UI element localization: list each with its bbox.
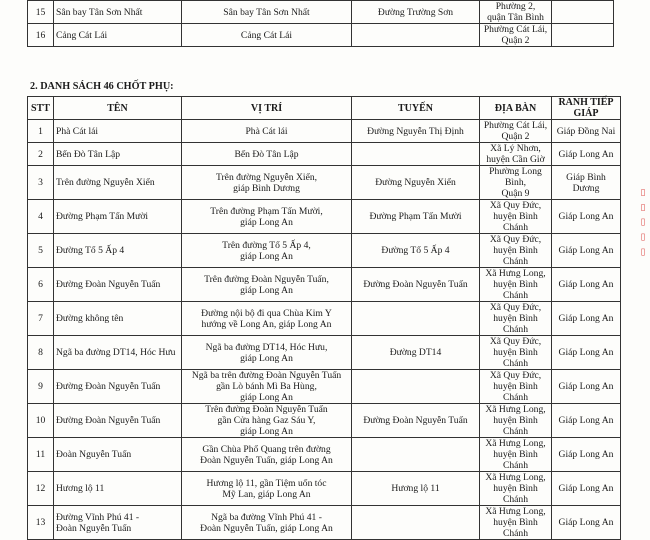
cell-area: [480, 143, 552, 166]
cell-stt: 12: [28, 472, 54, 506]
cell-name-line: Phà Cát lái: [56, 125, 99, 137]
header-area: ĐỊA BÀN: [480, 97, 552, 120]
cell-name: [54, 234, 182, 268]
table-row: [28, 302, 621, 336]
cell-area-line: huyện Bình Chánh: [493, 211, 538, 233]
cell-area-line: Phường Cát Lái,: [483, 24, 548, 35]
cell-stt: 11: [28, 438, 54, 472]
cell-area-line: Phường 2,: [495, 1, 536, 12]
cell-route: Hương lộ 11: [352, 472, 480, 506]
cell-location-line: Trên đường Đoàn Nguyễn Tuấn,: [204, 273, 329, 285]
cell-location: [182, 120, 352, 143]
table-row: [28, 24, 614, 47]
cell-name: Sân bay Tân Sơn Nhất: [54, 1, 182, 24]
cell-location: [182, 166, 352, 200]
cell-border: [552, 1, 614, 24]
cell-name-line: Đường Đoàn Nguyễn Tuấn: [56, 279, 161, 290]
cell-stt: 13: [28, 506, 54, 540]
table-row: [28, 200, 621, 234]
cell-location-line: Hương lộ 11, gần Tiệm uốn tóc: [206, 477, 327, 489]
cell-area-line: Quận 2: [501, 131, 530, 142]
main-checkpoint-table-continued: [27, 0, 614, 47]
header-border: RANH TIẾP GIÁP: [552, 97, 621, 120]
table-row: [28, 438, 621, 472]
cell-location-line: Bến Đò Tân Lập: [234, 148, 299, 160]
cell-route: [352, 302, 480, 336]
cell-location: [182, 143, 352, 166]
table-row: [28, 143, 621, 166]
section-title: 2. DANH SÁCH 46 CHỐT PHỤ:: [30, 81, 174, 92]
cell-area: [480, 166, 552, 200]
table-row: [28, 472, 621, 506]
table-row: [28, 166, 621, 200]
cell-stt: 4: [28, 200, 54, 234]
cell-location: [182, 506, 352, 540]
cell-stt: 7: [28, 302, 54, 336]
cell-route: Đường Tổ 5 Ấp 4: [352, 234, 480, 268]
cell-location: [182, 200, 352, 234]
table-row: [28, 120, 621, 143]
header-route: TUYẾN: [352, 97, 480, 120]
cell-location-line: Đường nội bộ đi qua Chùa Kim Y: [201, 307, 332, 319]
cell-location-line: Ngã ba trên đường Đoàn Nguyễn Tuấn: [191, 370, 342, 381]
cell-location-line: gần Cửa hàng Gaz Sáu Y,: [217, 415, 316, 426]
cell-location-line: Ngã ba đường Vĩnh Phú 41 -: [211, 511, 322, 523]
cell-stt: 3: [28, 166, 54, 200]
cell-border: Giáp Long An: [552, 200, 621, 234]
cell-route: [352, 24, 480, 47]
cell-border: Giáp Long An: [552, 234, 621, 268]
table-row: [28, 268, 621, 302]
cell-location-line: giáp Long An: [240, 426, 293, 437]
cell-route: Đường Phạm Tấn Mười: [352, 200, 480, 234]
cell-area: [480, 506, 552, 540]
cell-route: [352, 143, 480, 166]
cell-area-line: Xã Hưng Long,: [485, 472, 546, 483]
cell-area-line: Quận 2: [501, 35, 530, 46]
cell-area-line: Phường Cát Lái,: [483, 120, 548, 131]
cell-area-line: Xã Quy Đức,: [489, 336, 542, 347]
cell-area-line: Xã Quy Đức,: [489, 234, 542, 245]
cell-name-line: Hương lộ 11: [56, 483, 105, 494]
cell-area-line: quận Tân Bình: [487, 12, 544, 23]
cell-area-line: Quận 9: [501, 188, 530, 199]
cell-border: Giáp Long An: [552, 438, 621, 472]
cell-border: Giáp Long An: [552, 143, 621, 166]
cell-area-line: huyện Bình Chánh: [493, 347, 538, 369]
cell-location: [182, 302, 352, 336]
cell-border: Giáp Long An: [552, 404, 621, 438]
cell-stt: 10: [28, 404, 54, 438]
cell-name-line: Đường Vĩnh Phú 41 -: [56, 511, 140, 523]
cell-area-line: huyện Bình Chánh: [493, 517, 538, 539]
cell-name: [54, 302, 182, 336]
cell-area: [480, 438, 552, 472]
cell-location-line: Mỹ Lan, giáp Long An: [222, 488, 311, 500]
cell-stt: 2: [28, 143, 54, 166]
cell-area-line: huyện Bình Chánh: [493, 279, 538, 301]
cell-location: Cảng Cát Lái: [182, 24, 352, 47]
table-header-row: [28, 97, 621, 120]
cell-area-line: huyện Bình Chánh: [493, 313, 538, 335]
cell-location-line: Đoàn Nguyễn Tuấn, giáp Long An: [200, 522, 333, 534]
cell-name-line: Đoàn Nguyễn Tuấn: [56, 449, 132, 460]
cell-route: [352, 370, 480, 404]
table-row: [28, 234, 621, 268]
cell-location: [182, 438, 352, 472]
cell-stt: 5: [28, 234, 54, 268]
cell-route: Đường Nguyễn Xiển: [352, 166, 480, 200]
cell-location-line: Trên đường Đoàn Nguyễn Tuấn: [205, 404, 328, 415]
cell-location-line: hướng về Long An, giáp Long An: [201, 318, 332, 330]
table-row: [28, 370, 621, 404]
cell-name: Cảng Cát Lái: [54, 24, 182, 47]
cell-border: Giáp Long An: [552, 370, 621, 404]
cell-location-line: giáp Long An: [240, 284, 293, 296]
cell-name: [54, 120, 182, 143]
cell-border: Giáp Long An: [552, 472, 621, 506]
cell-route: Đường Đoàn Nguyễn Tuấn: [352, 268, 480, 302]
cell-stt: 8: [28, 336, 54, 370]
cell-border: Giáp Đồng Nai: [552, 120, 621, 143]
cell-location: Sân bay Tân Sơn Nhất: [182, 1, 352, 24]
cell-name-line: Đường Phạm Tấn Mười: [56, 211, 149, 222]
cell-location-line: giáp Long An: [240, 392, 293, 403]
cell-area: [480, 370, 552, 404]
cell-area: [480, 1, 552, 24]
cell-area: [480, 472, 552, 506]
cell-border: Giáp Long An: [552, 268, 621, 302]
cell-stt: 15: [28, 1, 54, 24]
cell-area-line: Xã Hưng Long,: [485, 404, 546, 415]
cell-location: [182, 404, 352, 438]
cell-area: [480, 404, 552, 438]
cell-location-line: Phà Cát lái: [245, 125, 288, 137]
cell-area-line: huyện Cần Giờ: [486, 154, 545, 165]
cell-location-line: Đoàn Nguyễn Tuấn, giáp Long An: [200, 454, 333, 466]
cell-area: [480, 24, 552, 47]
cell-area-line: Xã Hưng Long,: [485, 268, 546, 279]
cell-area: [480, 120, 552, 143]
cell-name: [54, 143, 182, 166]
cell-name: [54, 506, 182, 540]
cell-area: [480, 302, 552, 336]
cell-stt: 9: [28, 370, 54, 404]
cell-area-line: Xã Quy Đức,: [489, 302, 542, 313]
cell-area-line: Xã Quy Đức,: [489, 370, 542, 381]
cell-area: [480, 336, 552, 370]
cell-location: [182, 268, 352, 302]
cell-border: Giáp Long An: [552, 506, 621, 540]
cell-area-line: huyện Bình Chánh: [493, 415, 538, 437]
cell-stt: 1: [28, 120, 54, 143]
cell-location-line: Trên đường Phạm Tấn Mười,: [210, 205, 323, 217]
red-stamp-mark: ▯ ▯ ▯ ▯ ▯: [638, 188, 648, 259]
cell-location: [182, 370, 352, 404]
cell-area-line: Xã Lý Nhơn,: [490, 143, 541, 154]
cell-location-line: Ngã ba đường DT14, Hóc Hưu,: [205, 341, 328, 353]
cell-location-line: Gần Chùa Phổ Quang trên đường: [202, 443, 331, 455]
cell-area: [480, 234, 552, 268]
cell-location-line: Trên đường Nguyễn Xiển,: [215, 171, 318, 183]
cell-name: [54, 438, 182, 472]
cell-name-line: Đường Tổ 5 Ấp 4: [56, 245, 125, 256]
cell-route: Đường Nguyễn Thị Định: [352, 120, 480, 143]
table-row: [28, 404, 621, 438]
table-row: [28, 506, 621, 540]
cell-name-line: Đoàn Nguyễn Tuấn: [56, 522, 132, 534]
cell-area-line: huyện Bình Chánh: [493, 245, 538, 267]
cell-stt: 6: [28, 268, 54, 302]
cell-area-line: Xã Quy Đức,: [489, 200, 542, 211]
cell-border: Giáp Bình Dương: [552, 166, 621, 200]
cell-location-line: giáp Long An: [240, 250, 293, 262]
header-location: VỊ TRÍ: [182, 97, 352, 120]
cell-border: Giáp Long An: [552, 336, 621, 370]
cell-location: [182, 234, 352, 268]
cell-border: [552, 24, 614, 47]
cell-area-line: Phường Long Bình,: [489, 166, 542, 188]
cell-area: [480, 200, 552, 234]
cell-name: [54, 166, 182, 200]
cell-name: [54, 404, 182, 438]
cell-route: Đường DT14: [352, 336, 480, 370]
cell-name: [54, 200, 182, 234]
table-row: [28, 1, 614, 24]
cell-location-line: giáp Long An: [240, 352, 293, 364]
cell-route: Đường Trường Sơn: [352, 1, 480, 24]
header-stt: STT: [28, 97, 54, 120]
cell-route: [352, 506, 480, 540]
cell-name-line: Đường Đoàn Nguyễn Tuấn: [56, 381, 161, 392]
cell-area: [480, 268, 552, 302]
cell-name: [54, 472, 182, 506]
cell-route: Đường Đoàn Nguyễn Tuấn: [352, 404, 480, 438]
cell-name-line: Đường Đoàn Nguyễn Tuấn: [56, 415, 161, 426]
cell-location-line: giáp Bình Dương: [233, 182, 300, 194]
secondary-checkpoint-table: [27, 96, 621, 540]
cell-stt: 16: [28, 24, 54, 47]
cell-name-line: Bến Đò Tân Lập: [56, 148, 121, 160]
cell-location-line: Trên đường Tổ 5 Ấp 4,: [222, 239, 311, 251]
cell-name: [54, 370, 182, 404]
cell-area-line: Xã Hưng Long,: [485, 506, 546, 517]
header-name: TÊN: [54, 97, 182, 120]
cell-area-line: Xã Hưng Long,: [485, 438, 546, 449]
cell-name-line: Ngã ba đường DT14, Hóc Hưu: [56, 347, 176, 358]
cell-name-line: Đường không tên: [56, 313, 124, 324]
cell-name-line: Trên đường Nguyễn Xiển: [56, 177, 155, 188]
cell-name: [54, 336, 182, 370]
cell-area-line: huyện Bình Chánh: [493, 483, 538, 505]
cell-location: [182, 472, 352, 506]
cell-area-line: huyện Bình Chánh: [493, 381, 538, 403]
table-row: [28, 336, 621, 370]
cell-route: [352, 438, 480, 472]
cell-location-line: giáp Long An: [240, 216, 293, 228]
cell-border: Giáp Long An: [552, 302, 621, 336]
cell-name: [54, 268, 182, 302]
cell-location: [182, 336, 352, 370]
cell-location-line: gần Lò bánh Mì Ba Hùng,: [216, 381, 317, 392]
cell-area-line: huyện Bình Chánh: [493, 449, 538, 471]
